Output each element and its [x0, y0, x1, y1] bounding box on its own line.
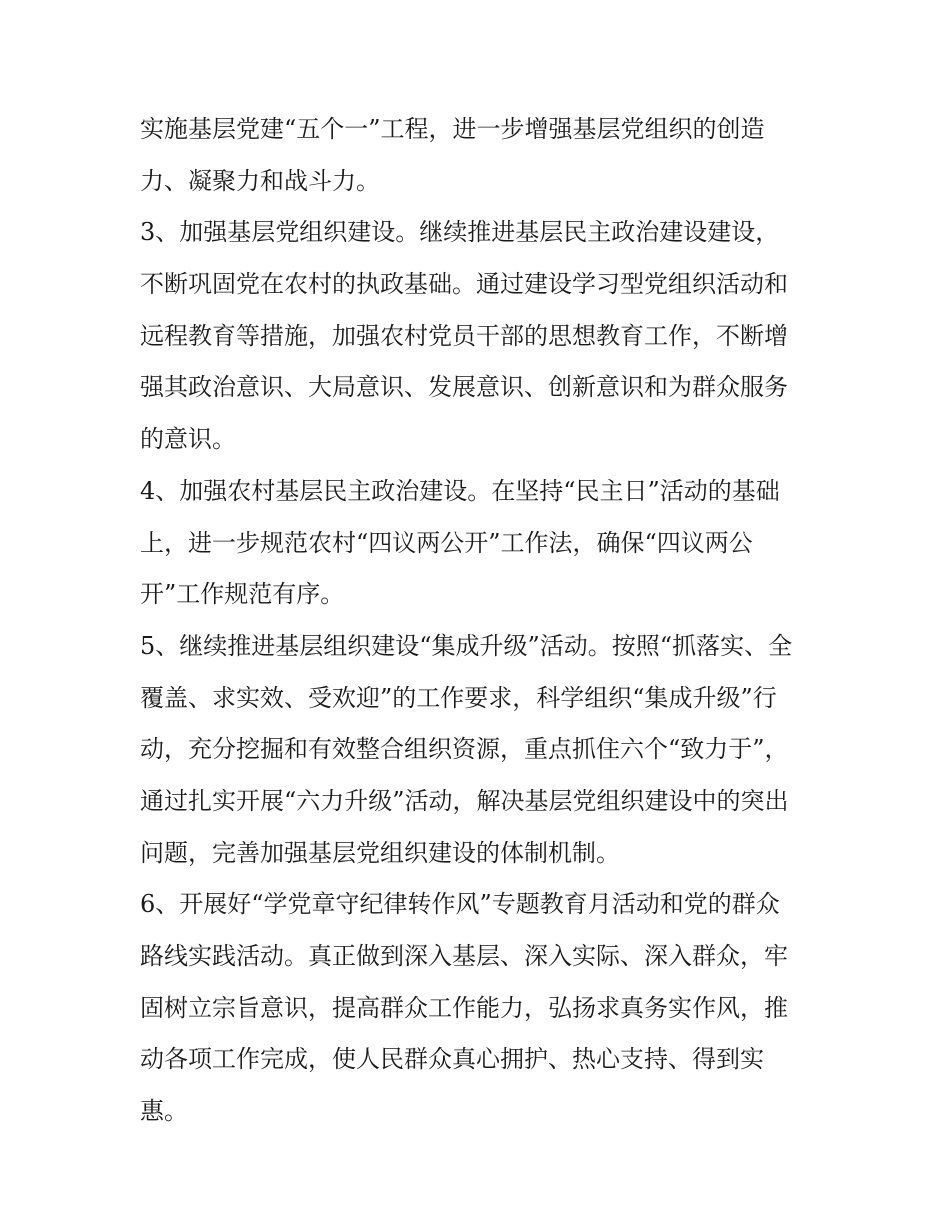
text-line: 惠。	[140, 1097, 188, 1126]
text-line: 远程教育等措施，加强农村党员干部的思想教育工作，不断增	[140, 321, 788, 350]
text-line: 实施基层党建“五个一”工程，进一步增强基层党组织的创造	[140, 115, 765, 143]
text-line: 动，充分挖掘和有效整合组织资源，重点抓住六个“致力于”，	[140, 735, 789, 764]
text-line: 力、凝聚力和战斗力。	[140, 166, 380, 195]
document-body	[140, 104, 820, 1138]
text-line: 强其政治意识、大局意识、发展意识、创新意识和为群众服务	[140, 373, 788, 402]
text-line: 的意识。	[140, 425, 236, 454]
text-line: 问题，完善加强基层党组织建设的体制机制。	[140, 838, 620, 867]
text-line: 不断巩固党在农村的执政基础。通过建设学习型党组织活动和	[140, 270, 788, 299]
text-line: 4、加强农村基层民主政治建设。在坚持“民主日”活动的基础	[140, 476, 780, 505]
text-line: 固树立宗旨意识，提高群众工作能力，弘扬求真务实作风，推	[140, 993, 788, 1022]
text-line: 3、加强基层党组织建设。继续推进基层民主政治建设建设，	[140, 218, 780, 247]
text-line: 开”工作规范有序。	[140, 580, 345, 609]
text-line: 上，进一步规范农村“四议两公开”工作法，确保“四议两公	[140, 528, 753, 557]
text-line: 6、开展好“学党章守纪律转作风”专题教育月活动和党的群众	[140, 890, 780, 919]
text-line: 路线实践活动。真正做到深入基层、深入实际、深入群众，牢	[140, 942, 788, 970]
text-line: 5、继续推进基层组织建设“集成升级”活动。按照“抓落实、全	[140, 631, 793, 660]
text-line: 动各项工作完成，使人民群众真心拥护、热心支持、得到实	[140, 1045, 764, 1074]
text-line: 通过扎实开展“六力升级”活动，解决基层党组织建设中的突出	[140, 786, 789, 815]
text-line: 覆盖、求实效、受欢迎”的工作要求，科学组织“集成升级”行	[140, 683, 777, 712]
